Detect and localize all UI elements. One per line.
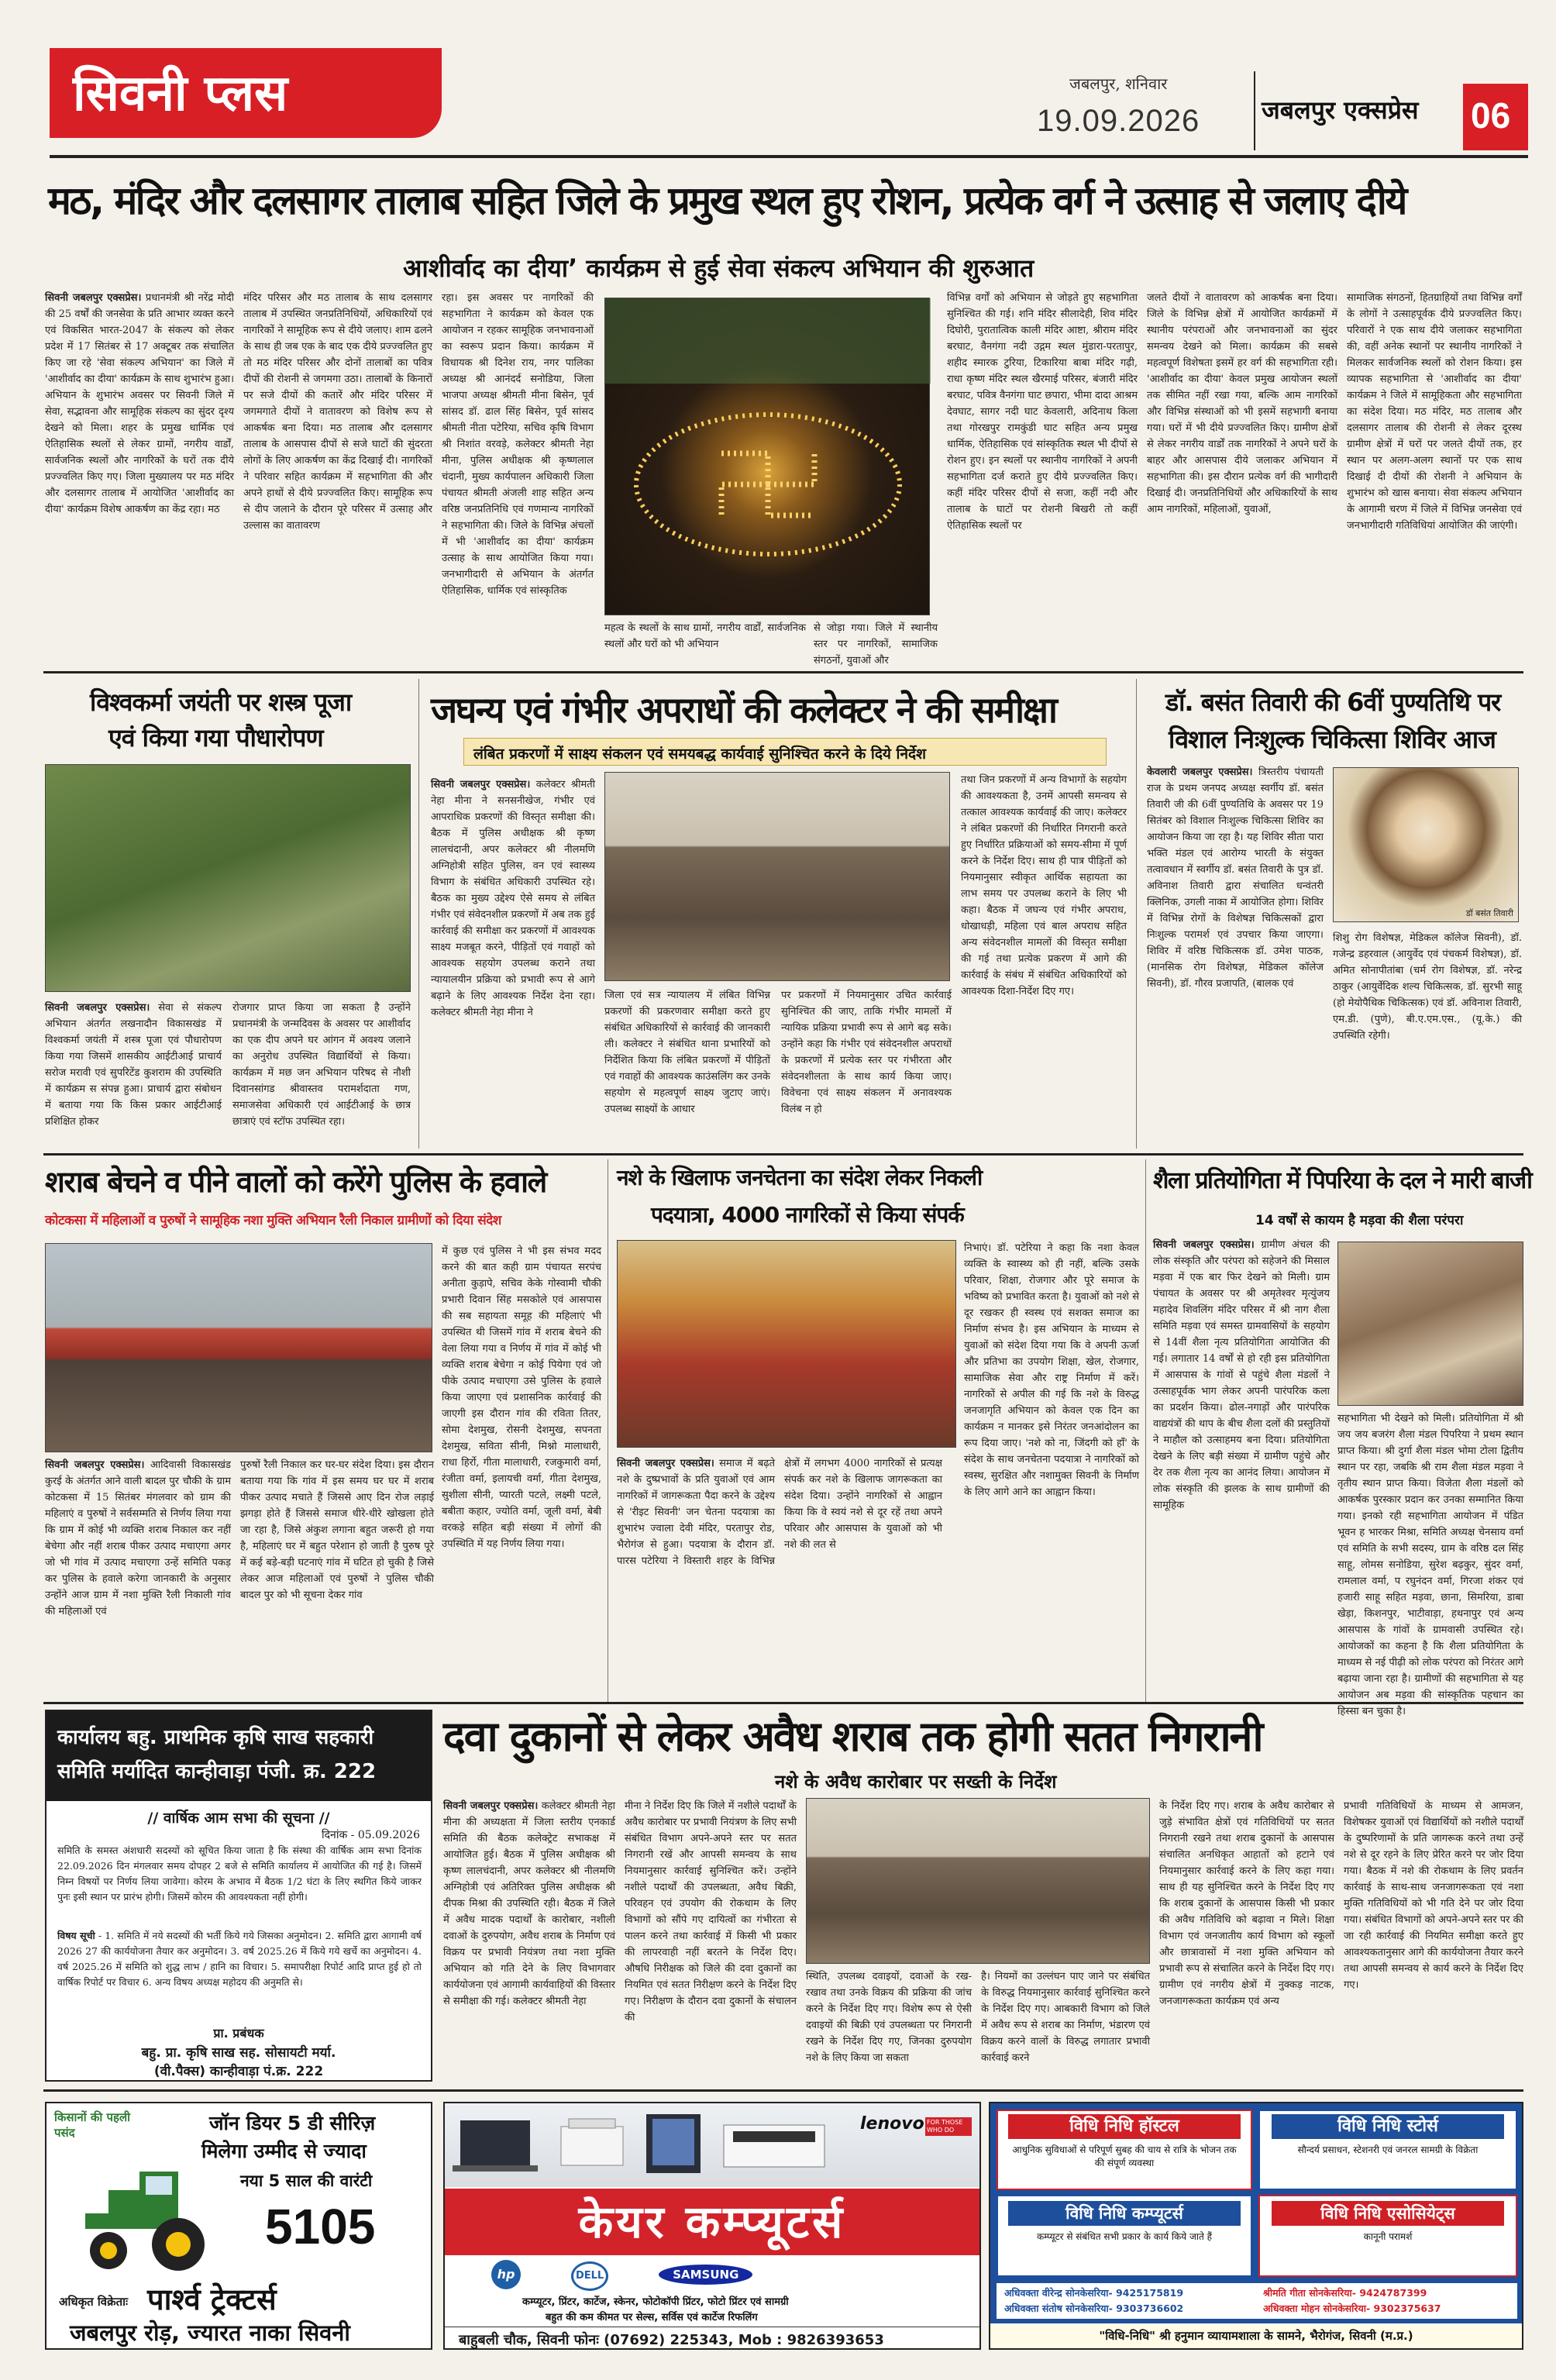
monitoring-meeting-photo <box>806 1798 1150 1964</box>
tiwari-headline-1: डॉ. बसंत तिवारी की 6वीं पुण्यतिथि पर <box>1165 687 1501 717</box>
notice-signatory-1: प्रा. प्रबंधक <box>213 2026 264 2041</box>
notice-date: दिनांक - 05.09.2026 <box>322 1829 420 1841</box>
lead-subhead: आशीर्वाद का दीया’ कार्यक्रम से हुई सेवा संकल्प अभियान की शुरुआत <box>403 253 1034 283</box>
tiwari-portrait <box>1333 767 1519 922</box>
saila-prize-photo <box>1337 1242 1523 1406</box>
monitoring-headline: दवा दुकानों से लेकर अवैध शराब तक होगी सतत निगरानी <box>443 1712 1262 1761</box>
divider <box>43 2089 1523 2092</box>
monitoring-col-5: प्रभावी गतिविधियों के माध्यम से आमजन, विशेषकर युवाओं एवं विद्यार्थियों को नशीले पदार्थों के दुष्परिणामों के प्रति जागरूक करने तथा उन्हें नशे से दूर रहने के लिए प्रेरित करने पर जोर दिया गया। बैठक में नशे की रोकथाम के लिए प्रवर्तन कार्रवाई के साथ-साथ जनजागरूकता एवं नशा मुक्ति गतिविधियों को भी गति देने पर जोर दिया गया। संबंधित विभागों को अपने-अपने स्तर पर की जा रही कार्रवाई की नियमित समीक्षा करते हुए आवश्यकतानुसार आगे की कार्ययोजना तैयार करने तथा आपसी समन्वय से कार्य करने के निर्देश दिए गए। <box>1344 1800 1523 1991</box>
masthead <box>28 28 1528 157</box>
lead-col-1 <box>45 290 234 665</box>
vidhi-stores-text: सौन्दर्य प्रसाधन, स्टेशनरी एवं जनरल सामग्री के विक्रेता <box>1297 2144 1479 2155</box>
monitoring-col-1: सिवनी जबलपुर एक्सप्रेस। कलेक्टर श्रीमती नेहा मीना की अध्यक्षता में जिला स्तरीय एनकार्ड समिति की बैठक कलेक्ट्रेट सभाकक्ष में आयोजित हुई। बैठक में पुलिस अधीक्षक श्री कृष्ण लालचंदानी, अपर कलेक्टर श्री नीलमणि अग्निहोत्री एवं अतिरिक्त पुलिस अधीक्षक श्री दीपक मिश्रा की उपस्थिति रही। बैठक में जिले में अवैध मादक पदार्थों के कारोबार, नशीली दवाओं के दुरुपयोग, अवैध शराब के निर्माण एवं विक्रय पर प्रभावी नियंत्रण तथा नशा मुक्ति अभियान को गति देने के लिए विभागवार कार्ययोजना एवं आगामी कार्यवाहियों की विस्तार से समीक्षा की गई। कलेक्टर श्रीमती नेहा <box>443 1800 616 2007</box>
vidhi-computers-text: कम्प्यूटर से संबंधित सभी प्रकार के कार्य किये जाते हैं <box>1036 2231 1213 2242</box>
vidhi-nidhi-ad[interactable] <box>989 2102 1523 2350</box>
lead-col-5: विभिन्न वर्गों को अभियान से जोड़ते हुए सहभागिता सुनिश्चित की गई। शनि मंदिर सीलादेही, शिव मंदिर दिघोरी, पुरातात्विक काली मंदिर आष्टा, श्रीराम मंदिर बरघाट, वैनगंगा नदी उद्गम स्थल मुंडारा-परतापुर, शहीद स्मारक टुरिया, टिकारिया बाबा मंदिर गढ़ी, राधा कृष्ण मंदिर स्थल खैरमाई परिसर, बंजारी मंदिर बरघाट, पवित्र वैनगंगा घाट छपारा, भीमा दादा आश्रम देवघाट, सागर नदी घाट केवलारी, अदिनाथ किला तथा गोरखपुर रामकुंडी घाट सहित अन्य प्रमुख धार्मिक, ऐतिहासिक एवं सांस्कृतिक स्थल भी दीपों से रोशन हुए। इन स्थलों पर स्थानीय नागरिकों ने अपनी सहभागिता दर्ज कराते हुए दीये प्रज्ज्वलित किए। कहीं मंदिर परिसर दीपों से सजा, कहीं नदी और तालाब के घाटों पर रोशनी बिखरी तो कहीं ऐतिहासिक स्थलों पर <box>947 292 1138 532</box>
vishwakarma-headline-2: एवं किया गया पौधारोपण <box>108 723 323 753</box>
monitoring-col-2: मीना ने निर्देश दिए कि जिले में नशीले पदार्थों के अवैध कारोबार पर प्रभावी नियंत्रण के लिए सभी संबंधित विभाग अपने-अपने स्तर पर सतत निगरानी रखें और आपसी समन्वय के साथ नियमानुसार कार्रवाई सुनिश्चित करें। उन्होंने नशीले पदार्थों की उपलब्धता, अवैध बिक्री, परिवहन एवं उपयोग की रोकथाम के लिए विभागों को सौंपे गए दायित्वों का गंभीरता से पालन करने तथा कार्रवाई में किसी भी प्रकार की लापरवाही नहीं बरतने के निर्देश दिए। औषधि निरीक्षक को जिले की दवा दुकानों का नियमित एवं सतत निरीक्षण करने के निर्देश दिए गए। निरीक्षण के दौरान दवा दुकानों के संचालन की <box>625 1800 797 2024</box>
lead-text-1: प्रधानमंत्री श्री नरेंद्र मोदी की 25 वर्षों की जनसेवा के प्रति आभार व्यक्त करने एवं विकसित भारत-2047 के संकल्प को लेकर प्रदेश में 17 सितंबर से 17 अक्टूबर तक संचालित किए जा रहे 'सेवा संकल्प अभियान' का जिले में 'आशीर्वाद का दीया' कार्यक्रम के साथ शुभारंभ हुआ। अभियान के शुभारंभ अवसर पर सिवनी जिले में सेवा, सद्भावना और सामूहिक संकल्प का सुंदर दृश्य देखने को मिला। शहर के प्रमुख धार्मिक एवं ऐतिहासिक स्थलों से लेकर ग्रामों, नगरीय वार्डों, सार्वजनिक स्थलों और नागरिकों के घरों तक दीये प्रज्ज्वलित किए गए। जिला मुख्यालय पर मठ मंदिर और दलसागर तालाब में आयोजित 'आशीर्वाद का दीया' कार्यक्रम विशेष आकर्षण का केंद्र रहा। मठ <box>45 292 235 515</box>
vishwakarma-col-2b: रोजगार प्राप्त किया जा सकता है उन्होंने प्रधानमंत्री के जन्मदिवस के अवसर पर आशीर्वाद का एक दीप अपने घर आंगन में अवश्य जलाने का अनुरोध उपस्थित विद्यार्थियों से किया। कार्यक्रम में मछ जन अभियान परिषद से नौशी दिवानसांगड श्रीवास्तव परामर्शदाता गण, समाजसेवा अधिकारी एवं आईटीआई के छात्र छात्राएं एवं स्टॉफ उपस्थित रहा। <box>232 1002 411 1128</box>
nasha-headline-1: नशे के खिलाफ जनचेतना का संदेश लेकर निकली <box>617 1165 983 1190</box>
notice-title: कार्यालय बहु. प्राथमिक कृषि साख सहकारी समिति मर्यादित कान्हीवाड़ा पंजी. क्र. 222 <box>57 1726 377 1783</box>
society-notice <box>45 1710 432 2082</box>
lead-text-3: रहा। इस अवसर पर नागरिकों की सहभागिता ने कार्यक्रम को केवल एक आयोजन न रहकर सामूहिक जनभावनाओं का स्वरूप प्रदान किया। कार्यक्रम में विधायक श्री दिनेश राय, नगर पालिका अध्यक्ष श्री आनंदर्द सनोडिया, जिला भाजपा अध्यक्ष श्रीमती मीना बिसेन, पूर्व सांसद डॉ. ढाल सिंह बिसेन, पूर्व सांसद श्रीमती नीता पटेरिया, सचिव कृषि विभाग श्री निशांत वरवड़े, कलेक्टर श्रीमती नेहा मीना, पुलिस अधीक्षक श्री कृष्णलाल चंदानी, मुख्य कार्यपालन अधिकारी जिला पंचायत श्रीमती अंजली शाह सहित अन्य वरिष्ठ जनप्रतिनिधि एवं गणमान्य नागरिकों ने सहभागिता की। जिले के विभिन्न अंचलों में भी 'आशीर्वाद का दीया' कार्यक्रम उत्साह के साथ आयोजित किया गया। जनभागीदारी से अभियान के अंतर्गत ऐतिहासिक, धार्मिक एवं सांस्कृतिक <box>442 292 594 597</box>
lead-col-6: जलते दीयों ने वातावरण को आकर्षक बना दिया। जिले के विभिन्न क्षेत्रों में आयोजित कार्यक्रमों में स्थानीय परंपराओं और जनभावनाओं का सुंदर समन्वय देखने को मिला। कार्यक्रम की सबसे महत्वपूर्ण विशेषता इसमें हर वर्ग की सहभागिता रही। 'आशीर्वाद का दीया' केवल प्रमुख आयोजन स्थलों तक सीमित नहीं रखा गया, बल्कि आम नागरिकों और विभिन्न संस्थाओं को भी इसमें सहभागी बनाया गया। घरों में भी दीये प्रज्ज्वलित किए। ग्रामीण क्षेत्रों से लेकर नगरीय वार्डों तक नागरिकों ने अपने घरों के बाहर और आसपास दीये जलाकर अभियान में सहभागिता की। इस दौरान प्रत्येक वर्ग की भागीदारी दिखाई दी। जनप्रतिनिधियों और अधिकारियों के साथ आम नागरिकों, महिलाओं, युवाओं, <box>1147 292 1337 515</box>
computer-address: बाहुबली चौक, सिवनी फोनः (07692) 225343, Mob : 9826393653 <box>459 2332 884 2348</box>
tractor-ad-dealer-label: अधिकृत विक्रेताः <box>59 2295 129 2309</box>
brand-logos <box>491 2260 817 2291</box>
divider <box>43 671 1523 673</box>
tractor-ad-warranty: नया 5 साल की वारंटी <box>240 2172 373 2190</box>
tractor-ad-model: 5105 <box>265 2199 376 2254</box>
nasha-padyatra-photo <box>617 1240 956 1448</box>
collector-subhead-box: लंबित प्रकरणों में साक्ष्य संकलन एवं समयबद्ध कार्यवाई सुनिश्चित करने के दिये निर्देश <box>463 738 1107 766</box>
collector-headline: जघन्य एवं गंभीर अपराधों की कलेक्टर ने की समीक्षा <box>431 689 1056 731</box>
lead-col-3 <box>442 290 594 665</box>
saila-col-2: सहभागिता भी देखने को मिली। प्रतियोगिता में श्री जय जय बजरंग शैला मंडल पिपरिया ने प्रथम स्थान प्राप्त किया। श्री दुर्गा शैला मंडल भोमा टोला द्वितीय स्थान पर रहा, जबकि श्री राम शैला मंडल मड़वा ने तृतीय स्थान प्राप्त किया। विजेता शैला मंडलों को आकर्षक पुरस्कार प्रदान कर उनका सम्मानित किया गया। इनको रही सहभागिता आयोजन में पंडित भूवन ह भारकर मिश्रा, समिति अध्यक्ष चेनसाय वर्मा एवं समिति के सभी सदस्य, ग्राम के वरिष्ठ दल सिंह साहू, लोमस सनोडिया, सुरेश बढ़कुर, सुंदर वर्मा, रामलाल वर्मा, प रघुनंदन वर्मा, गिरजा शंकर एवं हजारी साहू सहित मड़वा, छाना, सिमरिया, डाबा खेड़ा, किशनपुर, भाटीवाड़ा, हथनापुर एवं अन्य आसपास के गांवों के ग्रामवासी उपस्थित रहे। आयोजकों का कहना है कि शैला प्रतियोगिता के माध्यम से नई पीढ़ी को लोक परंपरा को निरंतर आगे बढ़ाया जाना रहा है। ग्रामीणों की सहभागिता से यह आयोजन अब मड़वा की सांस्कृतिक पहचान का हिस्सा बन चुका है। <box>1337 1413 1523 1717</box>
vidhi-computers-box <box>997 2195 1252 2277</box>
column-divider <box>418 679 419 1149</box>
saila-col-1: सिवनी जबलपुर एक्सप्रेस। ग्रामीण अंचल की लोक संस्कृति और परंपरा को सहेजने की मिसाल मड़वा में एक बार फिर देखने को मिली। ग्राम पंचायत के अवसर पर श्री अमृतेश्वर मृत्युंजय महादेव शिवलिंग मंदिर परिसर में श्री नाग शैला समिति मड़वा एवं समस्त ग्रामवासियों के सहयोग से 14वीं शैला नृत्य प्रतियोगिता आयोजित की गई। लगातार 14 वर्षों से हो रही इस प्रतियोगिता में आसपास के गांवों से पहुंचे शैला मंडलों ने उत्साहपूर्वक भाग लेकर अपनी पारंपरिक कला का प्रदर्शन किया। ढोल-नगाड़ों और पारंपरिक वाद्ययंत्रों की थाप के बीच शैला दलों की प्रस्तुतियों ने माहौल को उत्साहमय बना दिया। प्रतियोगिता देखने के लिए बड़ी संख्या में ग्रामीण पहुंचे और देर तक शैला नृत्य का आनंद लिया। आयोजन में लोक संस्कृति की झलक के साथ ग्रामीणों की सामूहिक <box>1153 1239 1330 1511</box>
collector-col-1: सिवनी जबलपुर एक्सप्रेस। कलेक्टर श्रीमती नेहा मीना ने सनसनीखेज, गंभीर एवं आपराधिक प्रकरणों की विस्तृत समीक्षा की। बैठक में पुलिस अधीक्षक श्री कृष्ण लालचंदानी, अपर कलेक्टर श्री नीलमणि अग्निहोत्री सहित पुलिस, वन एवं स्वास्थ्य विभाग के संबंधित अधिकारी उपस्थित रहे। बैठक का मुख्य उद्देश्य ऐसे समय से लंबित गंभीर एवं संवेदनशील प्रकरणों में अब तक हुई कार्रवाई की समीक्षा कर प्रकरणों में आवश्यक साक्ष्य मजबूत करने, पीड़ितों एवं गवाहों को आवश्यक सहयोग उपलब्ध कराने तथा न्यायालयीन प्रक्रिया को प्रभावी रूप से आगे बढ़ाने के लिए आवश्यक निर्देश देना रहा। कलेक्टर श्रीमती नेहा मीना ने <box>431 779 595 1018</box>
saila-subhead: 14 वर्षों से कायम है मड़वा की शैला परंपरा <box>1255 1213 1464 1228</box>
lead-text-2: मंदिर परिसर और मठ तालाब के साथ दलसागर तालाब में उपस्थित जनप्रतिनिधियों, अधिकारियों एवं नागरिकों ने सामूहिक रूप से दीये जलाए। शाम ढलने के साथ ही जब एक के बाद एक दीये प्रज्ज्वलित हुए तो मठ मंदिर परिसर और दोनों तालाबों का पवित्र दीपों की रोशनी से जगमगा उठा। तालाबों के किनारों पर सजे दीयों की कतारें और मंदिर परिसर में जगमगाते दीयों ने वातावरण को विशेष रूप से आकर्षक बना दिया। मठ तालाब और दलसागर तालाब के आसपास दीपों से सजे घाटों की सुंदरता लोगों के लिए आकर्षण का केंद्र दिखाई दी। नागरिकों ने परिवार सहित कार्यक्रम में सहभागिता की और अपने हाथों से दीये प्रज्ज्वलित किए। सामूहिक रूप से दीप जलाने के दौरान पूरे परिसर में उत्साह और उल्लास का वातावरण <box>243 292 432 532</box>
page-number-badge <box>1463 84 1528 150</box>
vidhi-stores-title: विधि निधि स्टोर्स <box>1272 2114 1504 2139</box>
column-divider <box>1136 679 1137 1149</box>
notice-signatory-2: बहु. प्रा. कृषि साख सह. सोसायटी मर्या. <box>141 2045 336 2061</box>
notice-signatory-3: (वी.पैक्स) कान्हीवाड़ा पं.क्र. 222 <box>153 2064 324 2079</box>
vidhi-computers-title: विधि निधि कम्प्यूटर्स <box>1008 2201 1241 2226</box>
masthead-rule <box>50 155 1528 158</box>
liquor-rally-photo <box>45 1243 432 1452</box>
vidhi-stores-box <box>1258 2110 1517 2190</box>
section-title: सिवनी प्लस <box>73 65 288 122</box>
nasha-col-1: सिवनी जबलपुर एक्सप्रेस। समाज में बढ़ते नशे के दुष्प्रभावों के प्रति युवाओं एवं आम नागरिकों में जागरूकता पैदा करने के उद्देश्य से 'रीइट सिवनी' जन चेतना पदयात्रा का शुभारंभ ज्वाला देवी मंदिर, परतापुर रोड, भैरोगंज से हुआ। पदयात्रा के दौरान डॉ. पारस पटेरिया ने विस्तारी शहर के विभिन्न क्षेत्रों में लगभग 4000 नागरिकों से प्रत्यक्ष संपर्क कर नशे के खिलाफ जागरूकता का संदेश दिया। उन्होंने नागरिकों से आह्वान किया कि वे स्वयं नशे से दूर रहें तथा अपने परिवार और आसपास के युवाओं को भी नशे की लत से <box>617 1458 942 1567</box>
section-title-banner <box>50 48 442 138</box>
tiwari-col-1: केवलारी जबलपुर एक्सप्रेस। त्रिस्तरीय पंचायती राज के प्रथम जनपद अध्यक्ष स्वर्गीय डॉ. बसंत तिवारी जी की 6वीं पुण्यतिथि के अवसर पर 19 सितंबर को विशाल निःशुल्क चिकित्सा शिविर का आयोजन किया जा रहा है। यह शिविर सीता पारा भक्ति मंडल एवं आरोग्य भारती के संयुक्त तत्वावधान में स्वर्गीय डॉ. बसंत तिवारी के पुत्र डॉ. अविनाश तिवारी द्वारा संचालित धन्वंतरी क्लिनिक, उगली नाका में आयोजित होगा। शिविर में विभिन्न रोगों के विशेषज्ञ चिकित्सकों द्वारा निःशुल्क परामर्श एवं उपचार किया जाएगा। शिविर में वरिष्ठ चिकित्सक डॉ. उमेश पाठक, (मानसिक रोग विशेषज्ञ, मेडिकल कॉलेज सिवनी), डॉ. गौरव प्रजापति, (बालक एवं <box>1147 766 1324 990</box>
lead-col-7: सामाजिक संगठनों, हितग्राहियों तथा विभिन्न वर्गों के लोगों ने उत्साहपूर्वक दीये प्रज्ज्वलित किए। परिवारों ने एक साथ दीये जलाकर सहभागिता की, वहीं अनेक स्थानों पर स्थानीय नागरिकों ने मिलकर सार्वजनिक स्थलों को रोशन किया। इस व्यापक सहभागिता से 'आशीर्वाद का दीया' कार्यक्रम ने जिले में सामूहिकता और सहभागिता का संदेश दिया। मठ मंदिर, मठ तालाब और दलसागर तालाब की रोशनी से लेकर दूरस्थ ग्रामीण क्षेत्रों में घरों पर जलते दीयों तक, हर स्थान पर अलग-अलग स्थानों पर एक साथ दिखाई दी दीयों की रोशनी ने अभियान के शुभारंभ को खास बनाया। सेवा संकल्प अभियान के आगामी चरण में जिले में विभिन्न जनसेवा एवं जनभागीदारी गतिविधियां आयोजित की जाएंगी। <box>1347 292 1522 532</box>
monitoring-col-3b: है। नियमों का उल्लंघन पाए जाने पर संबंधित के विरुद्ध नियमानुसार कार्रवाई सुनिश्चित करने के निर्देश दिए गए। आबकारी विभाग को जिले में अवैध रूप से शराब का निर्माण, भंडारण एवं विक्रय करने वालों के विरुद्ध लगातार प्रभावी कार्रवाई करने <box>981 1971 1150 2064</box>
tractor-ad-address: जबलपुर रोड़, ज्यारत नाका सिवनी <box>70 2320 350 2346</box>
vishwakarma-col-1: सिवनी जबलपुर एक्सप्रेस। सेवा से संकल्प अभियान अंतर्गत लखनादौन विकासखंड में विश्वकर्मा जयंती में शस्त्र पूजा एवं पौधारोपण किया गया जिसमें शासकीय आईटीआई प्राचार्य सरोज मरावी एवं सुपरिटेंड कुशराम की उपस्थिति में कार्यक्रम स संपन्न हुआ। प्राचार्य द्वारा संबोधन में बताया गया कि किस प्रकार आईटीआई प्रशिक्षित होकर <box>45 1002 222 1128</box>
lenovo-logo: lenovo <box>860 2114 924 2134</box>
lead-photo-caption: महत्व के स्थलों के साथ ग्रामों, नगरीय वार्डों, सार्वजनिक स्थलों और घरों को भी अभियान <box>604 622 806 650</box>
header-divider <box>1254 71 1255 150</box>
vidhi-hostel-title: विधि निधि हॉस्टल <box>1008 2114 1241 2139</box>
divider <box>43 1153 1523 1156</box>
tractor-ad[interactable] <box>45 2102 432 2350</box>
vidhi-associates-box <box>1258 2195 1517 2277</box>
lead-col-2 <box>243 290 432 665</box>
place-day: जबलपुर, शनिवार <box>1069 74 1168 93</box>
tractor-ad-dealer: पार्श्व ट्रेक्टर्स <box>147 2282 277 2316</box>
liquor-col-3: में कुछ एवं पुलिस ने भी इस संभव मदद करने की बात कही ग्राम पंचायत सरपंच अनीता कुड़ापे, सचिव केके गोस्वामी चौकी प्रभारी दिवान सिंह मसकोले एवं आसपास की सब सहायता समूह की महिलाएं भी उपस्थित थी जिसमें गांव में शराब बेचने की वेला लिया गया व निर्णय में गांव में कोई भी व्यक्ति शराब बेचेगा न कोई पियेगा एवं जो पीके उत्पाद मचाएगा उसे पुलिस के हवाले किया जाएगा एवं प्रशासनिक कार्रवाई की जाएगी इस दौरान गांव की रविता तितर, सोमा देशमुख, रोसनी देशमुख, सपनता देशमुख, सविता सीनी, मिश्नो मालाधारी, राधा हिर्रो, गीता मालाधारी, रजकुमारी वर्मा, रंजीता वर्मा, इलायची वर्मा, गीता देशमुख, सुशीला सीनी, प्यारती पटले, लक्ष्मी पटले, बबीता कहार, ज्योति वर्मा, जूली वर्मा, बेबी वरकड़े सहित बड़ी संख्या में लोगों की उपस्थिति में यह निर्णय लिया गया। <box>442 1245 601 1550</box>
tractor-icon <box>62 2167 217 2275</box>
tiwari-headline-2: विशाल निःशुल्क चिकित्सा शिविर आज <box>1169 725 1496 754</box>
computer-address-bar <box>445 2327 979 2348</box>
vidhi-hostel-box <box>997 2110 1252 2190</box>
vidhi-contact-3: श्रीमति गीता सोनकेसरिया- 9424787399 <box>1263 2287 1427 2299</box>
tiwari-col-2: शिशु रोग विशेषज्ञ, मेडिकल कॉलेज सिवनी), डॉ. गजेन्द्र डहरवाल (आयुर्वेद एवं पंचकर्म विशेषज्ञ), डॉ. अमित सोनापीतांबा (चर्म रोग विशेषज्ञ, डॉ. नरेन्द्र ठाकुर (आयुर्वेदिक शल्य चिकित्सक, डॉ. सुरभी साहू (हो मेयोपैथिक चिकित्सक) एवं डॉ. अविनाश तिवारी, एम.डी. (पुणे), बी.ए.एम.एस., (यू.के.) की उपस्थिति रहेगी। <box>1333 932 1522 1042</box>
collector-col-3: जिला एवं सत्र न्यायालय में लंबित विभिन्न प्रकरणों की प्रकरणवार समीक्षा करते हुए संबंधित अधिकारियों से कार्रवाई की जानकारी ली। कलेक्टर ने संबंधित थाना प्रभारियों को निर्देशित किया कि लंबित प्रकरणों में पीड़ितों एवं गवाहों की आवश्यक काउंसलिंग कर उनके सहयोग से महत्वपूर्ण साक्ष्य जुटाए जाएं। उपलब्ध साक्ष्यों के आधार <box>604 990 770 1115</box>
lead-col-4-tail: से जोड़ा गया। जिले में स्थानीय स्तर पर नागरिकों, सामाजिक संगठनों, युवाओं और <box>814 622 938 666</box>
lenovo-tagline: FOR THOSE WHO DO <box>925 2117 972 2136</box>
dateline: सिवनी जबलपुर एक्सप्रेस। <box>45 292 142 304</box>
vishwakarma-photo <box>45 764 411 992</box>
computer-products-banner <box>445 2103 979 2187</box>
dell-logo: DELL <box>571 2261 608 2291</box>
diya-swastika-illustration <box>605 298 931 616</box>
tractor-ad-tag: किसानों की पहली पसंद <box>54 2110 131 2140</box>
divider <box>43 1702 1523 1704</box>
hp-logo: hp <box>491 2260 521 2289</box>
monitoring-col-3a: स्थिति, उपलब्ध दवाइयों, दवाओं के रख-रखाव तथा उनके विक्रय की प्रक्रिया की जांच करने के निर्देश दिए गए। विशेष रूप से ऐसी दवाइयों की बिक्री एवं उपलब्धता पर निगरानी रखने के निर्देश दिए गए, जिनका दुरुपयोग नशे के लिए किया जा सकता <box>806 1971 972 2064</box>
portrait-caption: डॉ बसंत तिवारी <box>1465 908 1513 918</box>
lead-photo-diya-swastika <box>604 298 930 615</box>
vidhi-contacts <box>997 2283 1517 2319</box>
lead-headline: मठ, मंदिर और दलसागर तालाब सहित जिले के प्रमुख स्थल हुए रोशन, प्रत्येक वर्ग ने उत्साह से जलाए दीये <box>48 178 1406 223</box>
saila-headline: शैला प्रतियोगिता में पिपरिया के दल ने मारी बाजी <box>1153 1167 1532 1194</box>
vidhi-contact-1: अधिवक्ता वीरेन्द्र सोनकेसरिया- 9425175819 <box>1004 2287 1184 2299</box>
vidhi-associates-title: विधि निधि एसोसियेट्स <box>1272 2201 1504 2226</box>
notice-agenda: विषय सूची - 1. समिति में नये सदस्यों की भर्ती किये गये जिसका अनुमोदन। 2. समिति द्वारा आगामी वर्ष 2026 27 की कार्ययोजना तैयार कर अनुमोदन। 3. वर्ष 2025.26 में किये गये खर्चे का अनुमोदन। 4. वर्ष 2025.26 में समिति को शुद्ध लाभ / हानि का विचार। 5. समापरीक्षा रिपोर्ट आदि प्राप्त हुई हो तो वार्षिक रिपोर्ट पर विचार 6. अन्य विषय अध्यक्ष महोदय की अनुमति से। <box>57 1930 422 1988</box>
liquor-col-2: पुरुषों रैली निकाल कर घर-घर संदेश दिया। इस दौरान बताया गया कि गांव में इस समय घर घर में शराब पीकर उत्पाद मचाते हैं जिससे आए दिन रोज लड़ाई झगड़ा होते हैं जिससे समाज धीरे-धीरे खोखला होते जा रहा है, जिसे अंकुश लगाना बहुत जरूरी हो गया है, महिलाएं घर में बहुत परेशान हो जाती है पुरुष पूरे में कई बड़े-बड़ी घटनाएं गांव में घटित हो चुकी है जिसे लेकर आज महिलाओं एवं पुरुषों ने पुलिस चौकी बादल पुर को भी सूचना देकर गांव <box>240 1459 434 1601</box>
collector-col-2: तथा जिन प्रकरणों में अन्य विभागों के सहयोग की आवश्यकता है, उनमें आपसी समन्वय से तत्काल आवश्यक कार्यवाई की जाए। कलेक्टर ने लंबित प्रकरणों की निर्धारित निगरानी करते हुए निर्धारित प्रक्रियाओं को समय-सीमा में पूर्ण करने के निर्देश दिए। साथ ही पात्र पीड़ितों को नियमानुसार स्वीकृत आर्थिक सहायता का लाभ समय पर उपलब्ध कराने के लिए भी कहा। बैठक में जघन्य एवं गंभीर अपराध, धोखाधड़ी, महिला एवं बाल अपराध सहित अन्य संवेदनशील मामलों की विस्तृत समीक्षा की गई तथा प्रत्येक प्रकरण में आगे की कार्रवाई के संबंध में संबंधित अधिकारियों को आवश्यक दिशा-निर्देश दिए गए। <box>961 774 1127 997</box>
care-computers-name: केयर कम्प्यूटर्स <box>445 2189 979 2255</box>
computer-services: कम्प्यूटर, प्रिंटर, कार्टेज, स्केनर, फोटोकॉपी प्रिंटर, फोटो प्रिंटर एवं सामग्री <box>522 2296 789 2308</box>
nasha-headline-2: पदयात्रा, 4000 नागरिकों से किया संपर्क <box>651 1202 964 1228</box>
computer-tagline: बहुत की कम कीमत पर सेल्स, सर्विस एवं कार्टेज रिफलिंग <box>546 2312 758 2323</box>
notice-body: समिति के समस्त अंशधारी सदस्यों को सूचित किया जाता है कि संस्था की वार्षिक आम सभा दिनांक 22.09.2026 दिन मंगलवार समय दोपहर 2 बजे से समिति कार्यालय में आयोजित की गई है। जिसमें निम्न विषयों पर निर्णय लिया जावेगा। कोरम के अभाव में बैठक 1/2 घंटा के लिए स्थगित किये जाकर पुनः इसी स्थान पर प्रारंभ होगी। जिसमें कोरम की आवश्यकता नहीं होगी। <box>57 1844 422 1903</box>
collector-meeting-photo <box>604 772 950 981</box>
vidhi-associates-text: कानूनी परामर्श <box>1363 2231 1413 2242</box>
monitoring-col-4: के निर्देश दिए गए। शराब के अवैध कारोबार से जुड़े संभावित क्षेत्रों एवं गतिविधियों पर सतत निगरानी रखने तथा शराब दुकानों के आसपास संचालित अनधिकृत आहातों को हटाने एवं नियमानुसार कार्रवाई करने के लिए कहा गया। साथ ही यह सुनिश्चित करने के निर्देश दिए गए कि शराब दुकानों के आसपास किसी भी प्रकार की अवैध गतिविधि को बढ़ावा न मिले। शिक्षा विभाग एवं जनजातीय कार्य विभाग को स्कूलों और छात्रावासों में नशा मुक्ति अभियान को प्रभावी रूप से संचालित करने के निर्देश दिए गए। ग्रामीण एवं नगरीय क्षेत्रों में नुक्कड़ नाटक, जनजागरूकता कार्यक्रम एवं अन्य <box>1159 1800 1334 2007</box>
nasha-col-2: निभाएं। डॉ. पटेरिया ने कहा कि नशा केवल व्यक्ति के स्वास्थ्य को ही नहीं, बल्कि उसके परिवार, शिक्षा, रोजगार और पूरे समाज के भविष्य को प्रभावित करता है। युवाओं को नशे से दूर रखकर ही स्वस्थ एवं सशक्त समाज का निर्माण संभव है। इस अभियान के माध्यम से युवाओं को संदेश दिया गया कि वे अपनी ऊर्जा और प्रतिभा का उपयोग शिक्षा, खेल, रोजगार, सामाजिक सेवा और राष्ट्र निर्माण में करें। नागरिकों से अपील की गई कि नशे के विरुद्ध जनजागृति अभियान को केवल एक दिन का कार्यक्रम न मानकर इसे निरंतर जनआंदोलन का रूप दिया जाए। 'नशे को ना, जिंदगी को हाँ' के संदेश के साथ जनचेतना पदयात्रा ने नागरिकों को स्वस्थ, सुरक्षित और नशामुक्त सिवनी के निर्माण के लिए आगे आने का आह्वान किया। <box>964 1242 1139 1498</box>
liquor-subhead: कोटकसा में महिलाओं व पुरुषों ने सामूहिक नशा मुक्ति अभियान रैली निकाल ग्रामीणों को दिया संदेश <box>45 1213 501 1228</box>
care-computers-ad[interactable] <box>443 2102 981 2350</box>
vidhi-hostel-text: आधुनिक सुविधाओं से परिपूर्ण सुबह की चाय से रात्रि के भोजन तक की संपूर्ण व्यवस्था <box>1012 2144 1237 2168</box>
vidhi-footer: "विधि-निधि" श्री हनुमान व्यायामशाला के सामने, भैरोगंज, सिवनी (म.प्र.) <box>990 2323 1522 2348</box>
monitoring-subhead: नशे के अवैध कारोबार पर सख्ती के निर्देश <box>775 1771 1057 1793</box>
notice-subtitle: // वार्षिक आम सभा की सूचना // <box>147 1810 330 1827</box>
vishwakarma-headline-1: विश्वकर्मा जयंती पर शस्त्र पूजा <box>90 687 352 717</box>
liquor-col-1: सिवनी जबलपुर एक्सप्रेस। आदिवासी विकासखंड कुरई के अंतर्गत आने वाली बादल पुर चौकी के ग्राम कोटकसा में 15 सितंबर मंगलवार को ग्राम की महिलाएं व पुरुषों ने सर्वसम्मति से निर्णय लिया गया कि ग्राम में कोई भी व्यक्ति शराब निकाल कर नहीं बेचेगा और नहीं शराब पीकर उत्पाद मचाएगा अगर जो भी गांव में उत्पाद मचाएगा उन्हें समिति पकड़ कर पुलिस के हवाले करेगा जानकारी के अनुसार उन्होंने आज ग्राम में नशा मुक्ति रैली निकाली गांव की महिलाओं एवं <box>45 1459 231 1617</box>
vidhi-contact-4: अधिवक्ता मोहन सोनकेसरिया- 9302375637 <box>1263 2303 1441 2314</box>
laptop-printer-icons <box>445 2103 848 2187</box>
tractor-ad-line1: जॉन डियर 5 डी सीरिज़ <box>209 2112 376 2134</box>
tractor-ad-line2: मिलेगा उम्मीद से ज्यादा <box>201 2140 367 2162</box>
samsung-logo: SAMSUNG <box>659 2265 752 2285</box>
collector-col-4: पर प्रकरणों में नियमानुसार उचित कार्रवाई सुनिश्चित की जाए, ताकि गंभीर मामलों में न्यायिक प्रक्रिया प्रभावी रूप से आगे बढ़ सके। उन्होंने कहा कि गंभीर एवं संवेदनशील अपराधों के प्रकरणों में प्रत्येक स्तर पर गंभीरता और संवेदनशीलता के साथ कार्य किया जाए। विवेचना एवं साक्ष्य संकलन में अनावश्यक विलंब न हो <box>781 990 952 1115</box>
issue-date: 19.09.2026 <box>1037 104 1200 138</box>
paper-name: जबलपुर एक्सप्रेस <box>1262 95 1419 125</box>
liquor-headline: शराब बेचने व पीने वालों को करेंगे पुलिस के हवाले <box>45 1165 546 1199</box>
vidhi-contact-2: अधिवक्ता संतोष सोनकेसरिया- 9303736602 <box>1004 2303 1184 2314</box>
column-divider <box>1145 1159 1146 1702</box>
notice-title-box <box>46 1711 431 1801</box>
page-number: 06 <box>1471 95 1511 136</box>
